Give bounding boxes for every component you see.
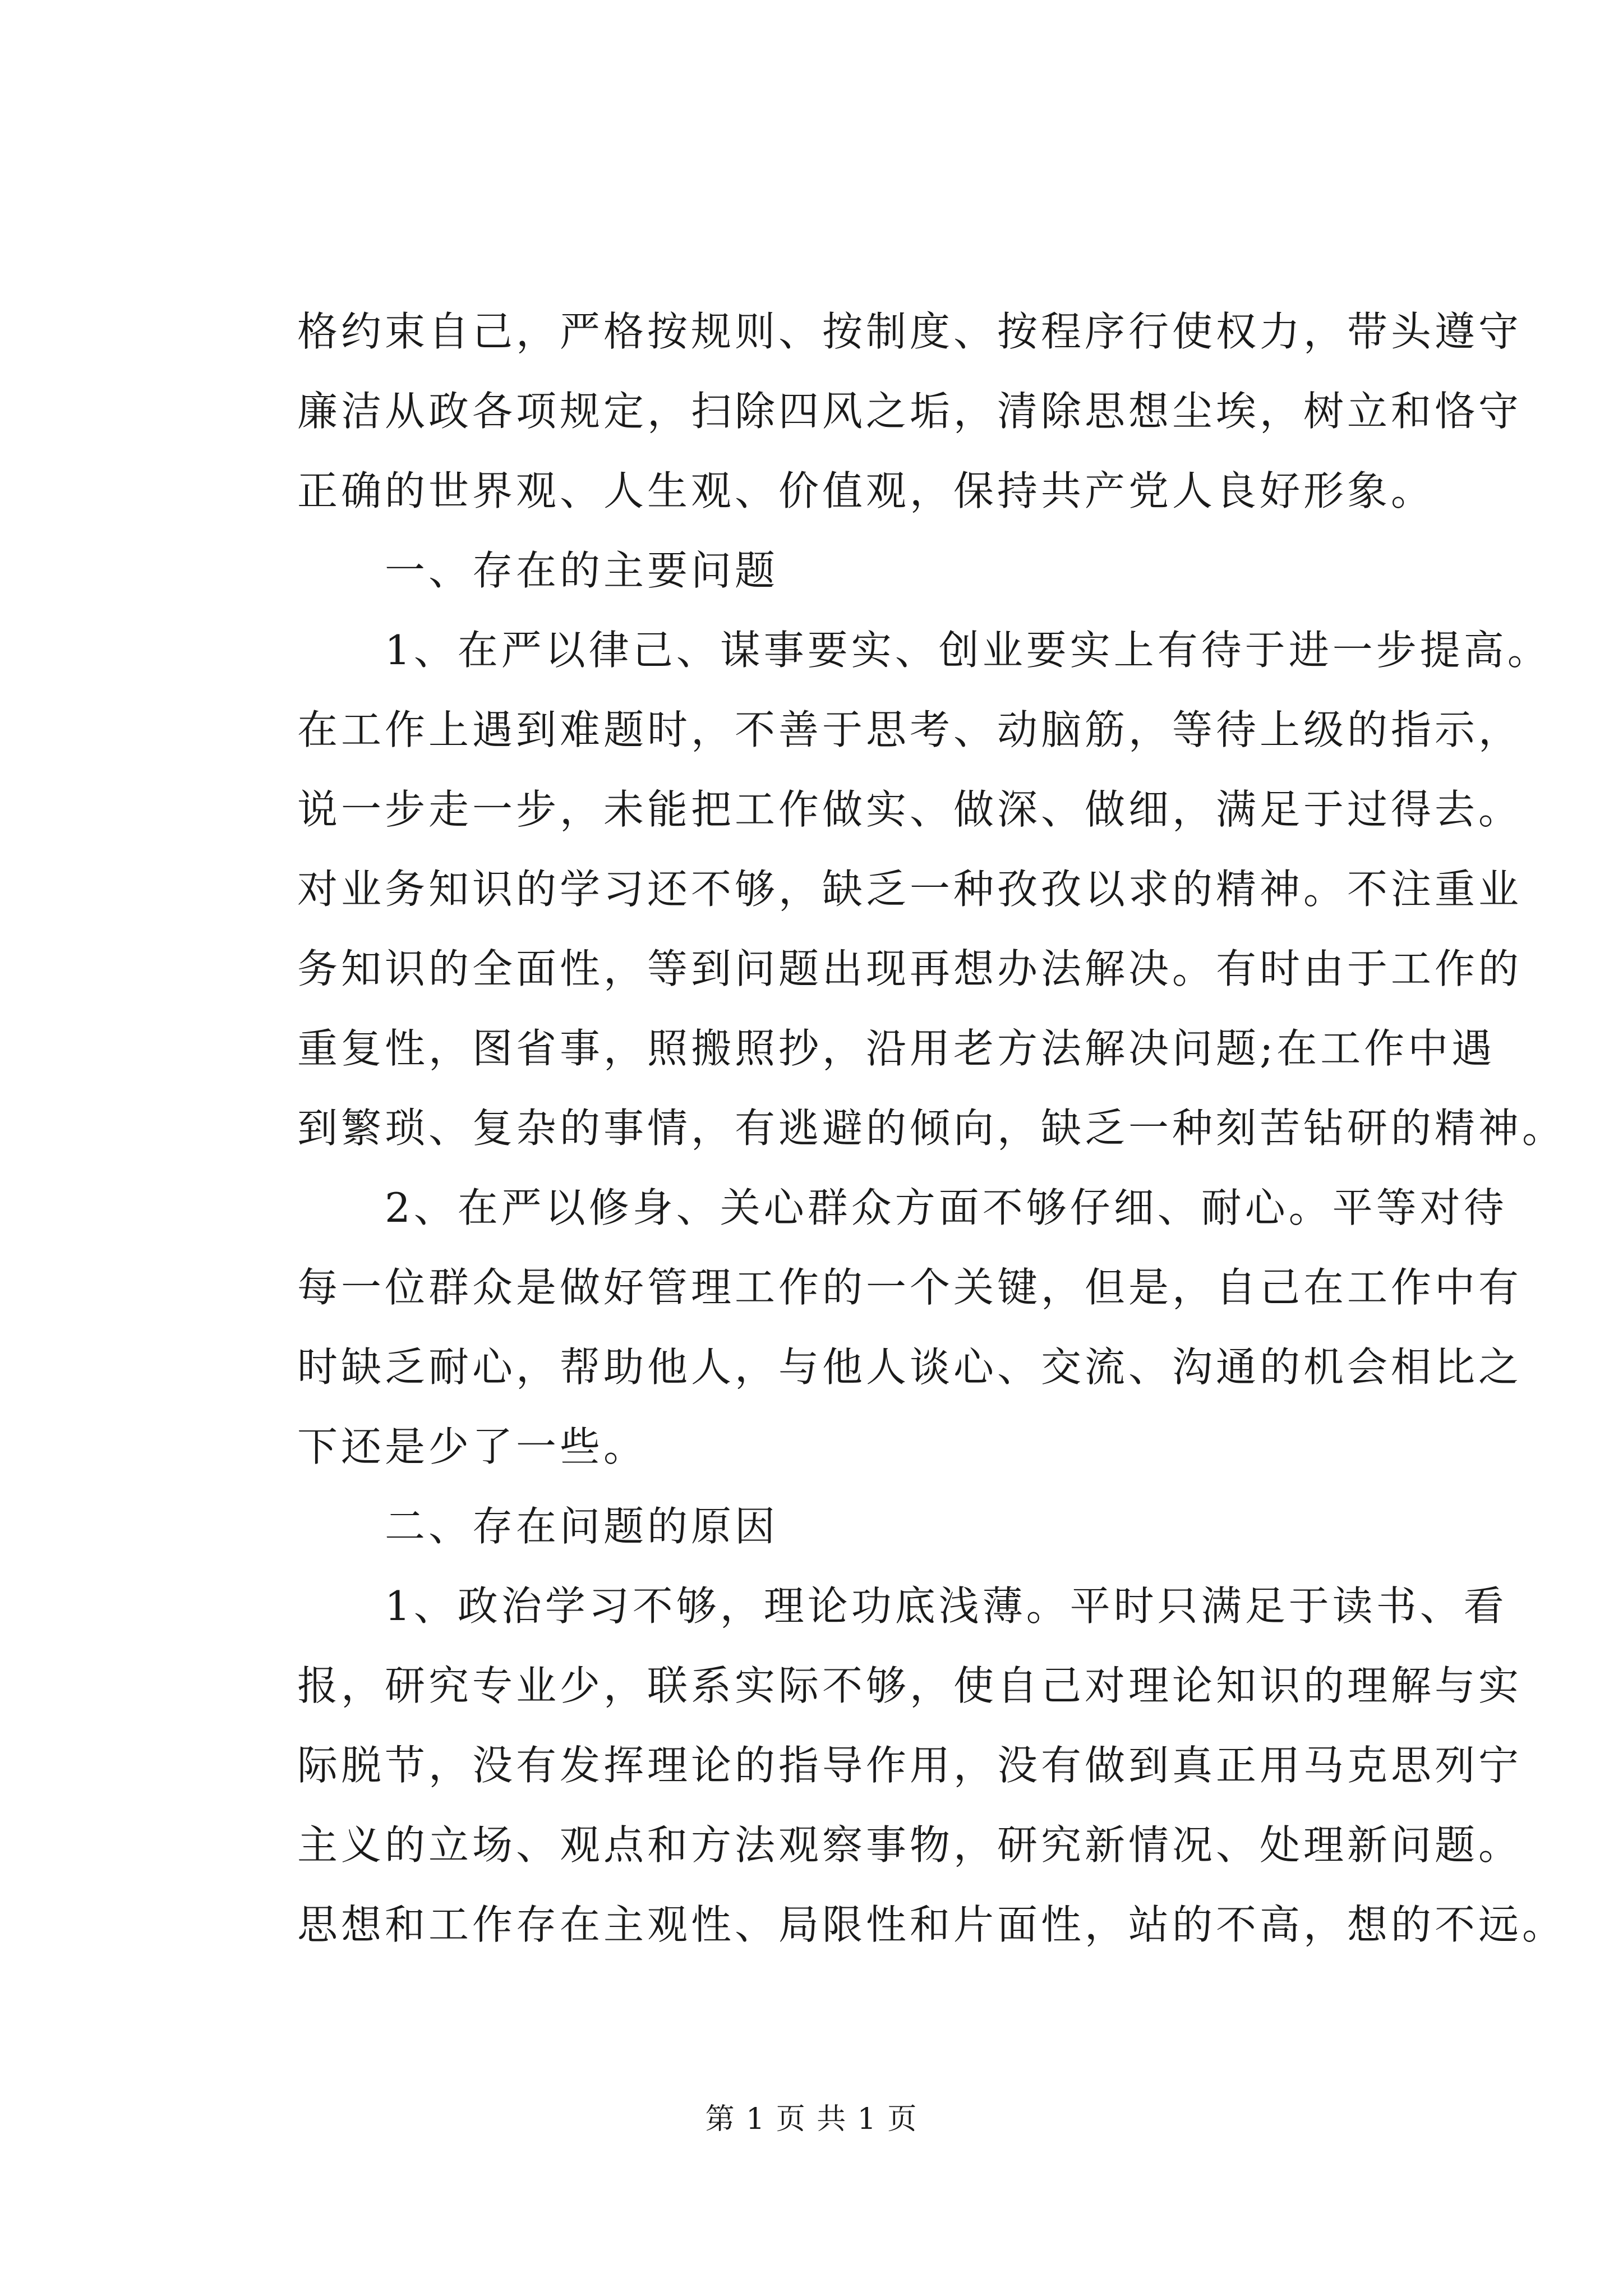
document-body xyxy=(297,292,1566,1964)
text-line: 务知识的全面性，等到问题出现再想办法解决。有时由于工作的 xyxy=(297,945,1523,992)
text-line: 重复性，图省事，照搬照抄，沿用老方法解决问题;在工作中遇 xyxy=(297,1025,1496,1072)
text-line: 正确的世界观、人生观、价值观，保持共产党人良好形象。 xyxy=(297,467,1435,514)
text-line: 下还是少了一些。 xyxy=(297,1423,648,1470)
text-line: 报，研究专业少，联系实际不够，使自己对理论知识的理解与实 xyxy=(297,1662,1523,1709)
text-line: 主义的立场、观点和方法观察事物，研究新情况、处理新问题。 xyxy=(297,1821,1523,1869)
section-heading: 二、存在问题的原因 xyxy=(297,1503,779,1550)
text-line: 1、政治学习不够，理论功底浅薄。平时只满足于读书、看 xyxy=(297,1582,1507,1630)
text-line: 时缺乏耐心，帮助他人，与他人谈心、交流、沟通的机会相比之 xyxy=(297,1343,1523,1391)
text-line: 到繁琐、复杂的事情，有逃避的倾向，缺乏一种刻苦钻研的精神。 xyxy=(297,1105,1566,1152)
text-line: 对业务知识的学习还不够，缺乏一种孜孜以求的精神。不注重业 xyxy=(297,866,1523,913)
text-line: 在工作上遇到难题时，不善于思考、动脑筋，等待上级的指示， xyxy=(297,706,1523,753)
text-line: 2、在严以修身、关心群众方面不够仔细、耐心。平等对待 xyxy=(297,1184,1507,1231)
text-line: 每一位群众是做好管理工作的一个关键，但是，自己在工作中有 xyxy=(297,1264,1523,1311)
text-line: 廉洁从政各项规定，扫除四风之垢，清除思想尘埃，树立和恪守 xyxy=(297,388,1523,435)
text-line: 思想和工作存在主观性、局限性和片面性，站的不高，想的不远。 xyxy=(297,1901,1566,1948)
text-line: 际脱节，没有发挥理论的指导作用，没有做到真正用马克思列宁 xyxy=(297,1742,1523,1789)
text-line: 1、在严以律己、谋事要实、创业要实上有待于进一步提高。 xyxy=(297,627,1551,674)
text-line: 格约束自己，严格按规则、按制度、按程序行使权力，带头遵守 xyxy=(297,308,1523,355)
section-heading: 一、存在的主要问题 xyxy=(297,547,779,594)
text-line: 说一步走一步，未能把工作做实、做深、做细，满足于过得去。 xyxy=(297,786,1523,833)
page-footer: 第 1 页 共 1 页 xyxy=(705,2102,918,2136)
